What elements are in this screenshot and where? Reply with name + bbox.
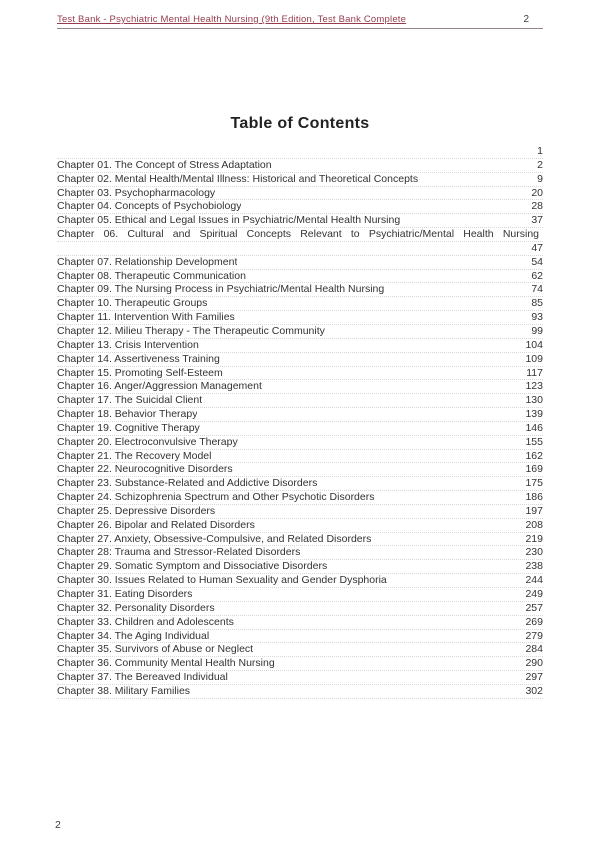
toc-entry-page-number: 20 xyxy=(531,186,543,199)
toc-entry-page-number: 99 xyxy=(531,324,543,337)
toc-entry-label: Chapter 38. Military Families xyxy=(57,684,191,697)
toc-entry-label: Chapter 32. Personality Disorders xyxy=(57,601,215,614)
toc-entry xyxy=(57,242,543,256)
toc-entry xyxy=(57,630,543,644)
toc-entry-label: Chapter 21. The Recovery Model xyxy=(57,449,212,462)
toc-entry-page-number: 54 xyxy=(531,255,543,268)
toc-entry-label: Chapter 16. Anger/Aggression Management xyxy=(57,380,262,393)
toc-entry xyxy=(57,173,543,187)
table-of-contents xyxy=(57,145,543,699)
toc-entry xyxy=(57,394,543,408)
toc-entry-label: Chapter 22. Neurocognitive Disorders xyxy=(57,463,233,476)
toc-entry-label: Chapter 07. Relationship Development xyxy=(57,255,238,268)
toc-entry xyxy=(57,214,543,228)
toc-entry xyxy=(57,657,543,671)
footer-page-number: 2 xyxy=(55,819,61,831)
toc-entry xyxy=(57,159,543,173)
toc-entry xyxy=(57,228,543,242)
page-header xyxy=(57,14,543,29)
toc-entry xyxy=(57,616,543,630)
toc-entry xyxy=(57,491,543,505)
toc-entry xyxy=(57,560,543,574)
toc-entry-label: Chapter 31. Eating Disorders xyxy=(57,588,193,600)
toc-entry-page-number: 104 xyxy=(525,338,543,351)
toc-entry xyxy=(57,283,543,297)
toc-entry-page-number: 290 xyxy=(525,657,543,670)
toc-entry xyxy=(57,380,543,394)
toc-entry xyxy=(57,422,543,436)
toc-entry-page-number: 302 xyxy=(525,684,543,697)
toc-entry xyxy=(57,519,543,533)
toc-entry-label: Chapter 11. Intervention With Families xyxy=(57,311,235,324)
toc-entry-page-number: 130 xyxy=(525,394,543,407)
toc-entry xyxy=(57,436,543,450)
toc-entry xyxy=(57,353,543,367)
toc-entry xyxy=(57,256,543,270)
document-title: Table of Contents xyxy=(230,115,370,132)
toc-entry xyxy=(57,408,543,422)
toc-entry-label: Chapter 13. Crisis Intervention xyxy=(57,338,199,351)
toc-entry-page-number: 28 xyxy=(531,200,543,213)
toc-entry-page-number: 85 xyxy=(531,297,543,310)
toc-entry-page-number: 257 xyxy=(525,601,543,614)
toc-entry xyxy=(57,200,543,214)
toc-entry-label: Chapter 10. Therapeutic Groups xyxy=(57,297,208,310)
toc-entry xyxy=(57,574,543,588)
toc-entry-label: Chapter 23. Substance-Related and Addictive Disorders xyxy=(57,477,318,490)
toc-entry-label: Chapter 17. The Suicidal Client xyxy=(57,394,203,407)
toc-entry xyxy=(57,588,543,602)
toc-entry xyxy=(57,339,543,353)
toc-entry-page-number: 162 xyxy=(525,449,543,462)
toc-entry-label: Chapter 30. Issues Related to Human Sexuality and Gender Dysphoria xyxy=(57,574,387,587)
toc-entry-label: Chapter 01. The Concept of Stress Adaptation xyxy=(57,158,272,171)
toc-entry-page-number: 2 xyxy=(537,158,543,171)
toc-entry xyxy=(57,685,543,699)
toc-entry xyxy=(57,533,543,547)
toc-entry xyxy=(57,643,543,657)
toc-entry xyxy=(57,270,543,284)
toc-entry xyxy=(57,463,543,477)
toc-entry-page-number: 208 xyxy=(525,518,543,531)
toc-entry xyxy=(57,187,543,201)
header-title: Test Bank - Psychiatric Mental Health Nursing (9th Edition, Test Bank Complete xyxy=(57,14,407,25)
toc-entry-label: Chapter 19. Cognitive Therapy xyxy=(57,421,200,434)
toc-entry-page-number: 219 xyxy=(525,532,543,545)
toc-entry-label: Chapter 14. Assertiveness Training xyxy=(57,352,220,365)
toc-entry-label: Chapter 26. Bipolar and Related Disorders xyxy=(57,518,255,531)
toc-entry xyxy=(57,450,543,464)
page-footer xyxy=(55,819,61,831)
toc-entry-label: Chapter 09. The Nursing Process in Psychiatric/Mental Health Nursing xyxy=(57,283,385,296)
toc-entry-page-number: 1 xyxy=(537,145,543,157)
toc-entry-page-number: 47 xyxy=(531,241,543,254)
toc-entry-page-number: 169 xyxy=(525,463,543,476)
toc-entry-label: Chapter 24. Schizophrenia Spectrum and Other Psychotic Disorders xyxy=(57,491,375,504)
toc-entry-page-number: 109 xyxy=(525,352,543,365)
toc-entry xyxy=(57,602,543,616)
toc-entry-page-number: 74 xyxy=(531,283,543,296)
toc-entry-label: Chapter 27. Anxiety, Obsessive-Compulsive, and Related Disorders xyxy=(57,532,372,545)
toc-entry xyxy=(57,145,543,159)
toc-entry-label: Chapter 36. Community Mental Health Nursing xyxy=(57,657,275,670)
toc-entry-label: Chapter 05. Ethical and Legal Issues in Psychiatric/Mental Health Nursing xyxy=(57,214,401,227)
toc-entry xyxy=(57,325,543,339)
toc-entry-label: Chapter 34. The Aging Individual xyxy=(57,629,210,642)
toc-entry-page-number: 238 xyxy=(525,560,543,573)
toc-entry-page-number: 139 xyxy=(525,408,543,421)
toc-entry-label: Chapter 25. Depressive Disorders xyxy=(57,504,216,517)
toc-entry xyxy=(57,546,543,560)
toc-entry-page-number: 197 xyxy=(525,504,543,517)
header-page-number: 2 xyxy=(523,14,529,25)
toc-entry-page-number: 117 xyxy=(526,366,543,379)
toc-entry-page-number: 9 xyxy=(537,172,543,185)
toc-entry-page-number: 279 xyxy=(525,629,543,642)
toc-entry-page-number: 269 xyxy=(525,615,543,628)
toc-entry-page-number: 62 xyxy=(531,269,543,282)
toc-entry xyxy=(57,367,543,381)
toc-entry-page-number: 175 xyxy=(525,477,543,490)
toc-entry-page-number: 297 xyxy=(525,671,543,684)
toc-entry-page-number: 93 xyxy=(531,311,543,324)
toc-entry-page-number: 123 xyxy=(525,380,543,393)
toc-entry xyxy=(57,311,543,325)
toc-entry-label: Chapter 18. Behavior Therapy xyxy=(57,408,198,421)
toc-entry-page-number: 37 xyxy=(531,214,543,227)
toc-entry-label: Chapter 29. Somatic Symptom and Dissociative Disorders xyxy=(57,560,328,573)
toc-entry-label: Chapter 20. Electroconvulsive Therapy xyxy=(57,435,238,448)
toc-entry xyxy=(57,477,543,491)
toc-entry-page-number: 244 xyxy=(525,574,543,587)
toc-entry-label: Chapter 12. Milieu Therapy - The Therapeutic Community xyxy=(57,324,325,337)
toc-entry xyxy=(57,671,543,685)
toc-entry xyxy=(57,297,543,311)
toc-entry-label: Chapter 08. Therapeutic Communication xyxy=(57,269,246,282)
toc-entry-label: Chapter 06. Cultural and Spiritual Concepts Relevant to Psychiatric/Mental Health Nursing xyxy=(57,228,539,241)
toc-entry-page-number: 284 xyxy=(525,643,543,656)
toc-entry-label: Chapter 03. Psychopharmacology xyxy=(57,186,216,199)
toc-entry-page-number: 146 xyxy=(525,421,543,434)
toc-entry-label: Chapter 02. Mental Health/Mental Illness: Historical and Theoretical Concepts xyxy=(57,172,419,185)
toc-entry-label: Chapter 35. Survivors of Abuse or Neglect xyxy=(57,643,254,656)
toc-entry xyxy=(57,505,543,519)
toc-entry-page-number: 249 xyxy=(525,588,543,600)
toc-entry-label: Chapter 33. Children and Adolescents xyxy=(57,615,234,628)
toc-entry-label: Chapter 37. The Bereaved Individual xyxy=(57,671,228,684)
toc-entry-label: Chapter 04. Concepts of Psychobiology xyxy=(57,200,242,213)
toc-entry-page-number: 186 xyxy=(525,491,543,504)
toc-entry-label: Chapter 28: Trauma and Stressor-Related Disorders xyxy=(57,546,301,559)
toc-entry-page-number: 230 xyxy=(525,546,543,559)
toc-entry-page-number: 155 xyxy=(525,435,543,448)
toc-entry-label: Chapter 15. Promoting Self-Esteem xyxy=(57,366,223,379)
